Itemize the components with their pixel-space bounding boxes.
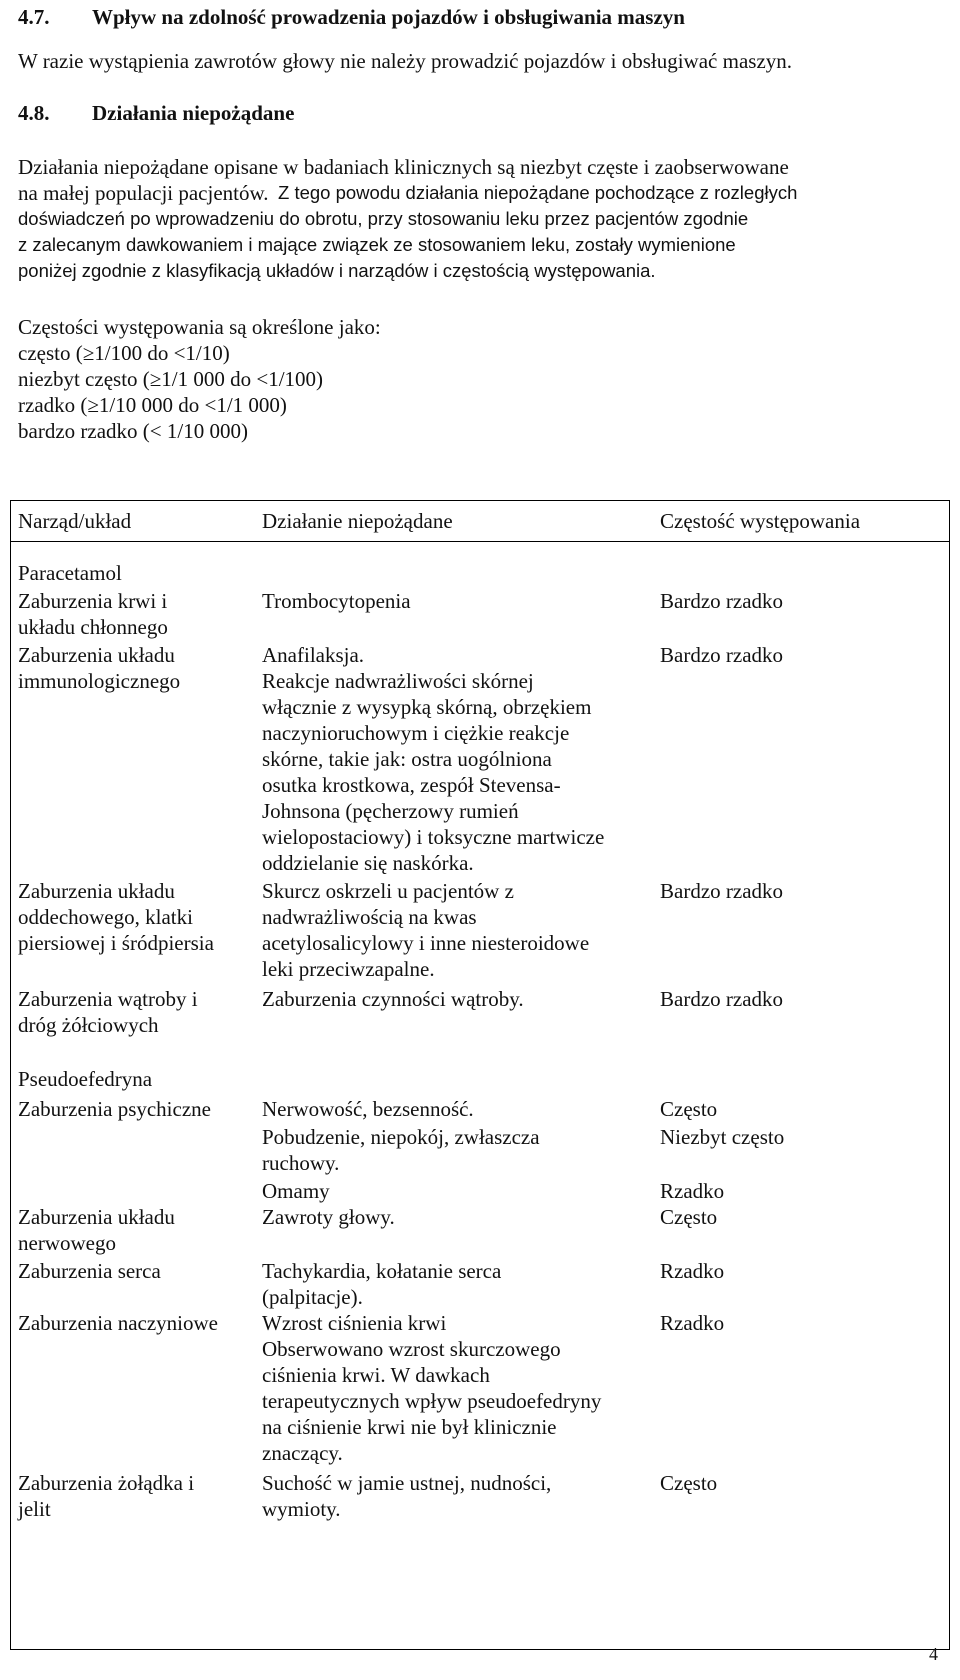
frequency-cell: Często bbox=[660, 1205, 718, 1229]
intro-line: Działania niepożądane opisane w badaniach klinicznych są niezbyt częste i zaobserwowane bbox=[18, 155, 789, 179]
column-header-effect: Działanie niepożądane bbox=[262, 509, 453, 533]
effect-cell: wielopostaciowy) i toksyczne martwicze bbox=[262, 825, 605, 849]
effect-cell: nadwrażliwością na kwas bbox=[262, 905, 477, 929]
organ-cell: Zaburzenia wątroby i bbox=[18, 987, 198, 1011]
effect-cell: włącznie z wysypką skórną, obrzękiem bbox=[262, 695, 592, 719]
organ-cell: piersiowej i śródpiersia bbox=[18, 931, 214, 955]
effect-cell: Wzrost ciśnienia krwi bbox=[262, 1311, 447, 1335]
section-4-7-number: 4.7. bbox=[18, 5, 50, 29]
intro-line: z zalecanym dawkowaniem i mające związek ze stosowaniem leku, zostały wymienione bbox=[18, 234, 736, 255]
effect-cell: naczynioruchowym i ciężkie reakcje bbox=[262, 721, 570, 745]
organ-cell: oddechowego, klatki bbox=[18, 905, 193, 929]
effect-cell: znaczący. bbox=[262, 1441, 343, 1465]
effect-cell: Omamy bbox=[262, 1179, 330, 1203]
organ-cell: Zaburzenia układu bbox=[18, 879, 175, 903]
group-title-paracetamol: Paracetamol bbox=[18, 561, 122, 585]
frequency-cell: Rzadko bbox=[660, 1179, 725, 1203]
group-title-pseudoefedryna: Pseudoefedryna bbox=[18, 1067, 153, 1091]
frequency-definition: niezbyt często (≥1/1 000 do <1/100) bbox=[18, 367, 324, 391]
section-4-7-title: Wpływ na zdolność prowadzenia pojazdów i obsługiwania maszyn bbox=[92, 5, 685, 29]
organ-cell: Zaburzenia naczyniowe bbox=[18, 1311, 218, 1335]
effect-cell: Anafilaksja. bbox=[262, 643, 365, 667]
effect-cell: ciśnienia krwi. W dawkach bbox=[262, 1363, 490, 1387]
frequency-cell: Rzadko bbox=[660, 1311, 725, 1335]
frequency-definition: rzadko (≥1/10 000 do <1/1 000) bbox=[18, 393, 287, 417]
effect-cell: Pobudzenie, niepokój, zwłaszcza bbox=[262, 1125, 540, 1149]
intro-line: poniżej zgodnie z klasyfikacją układów i narządów i częstością występowania. bbox=[18, 260, 656, 281]
effect-cell: Obserwowano wzrost skurczowego bbox=[262, 1337, 561, 1361]
frequency-definition: często (≥1/100 do <1/10) bbox=[18, 341, 230, 365]
frequency-cell: Bardzo rzadko bbox=[660, 589, 784, 613]
effect-cell: acetylosalicylowy i inne niesteroidowe bbox=[262, 931, 590, 955]
organ-cell: Zaburzenia żołądka i bbox=[18, 1471, 195, 1495]
intro-line: doświadczeń po wprowadzeniu do obrotu, przy stosowaniu leku przez pacjentów zgodnie bbox=[18, 208, 749, 229]
effect-cell: osutka krostkowa, zespół Stevensa- bbox=[262, 773, 561, 797]
effect-cell: oddzielanie się naskórka. bbox=[262, 851, 474, 875]
column-header-frequency: Częstość występowania bbox=[660, 509, 861, 533]
organ-cell: Zaburzenia krwi i bbox=[18, 589, 168, 613]
section-4-7-text: W razie wystąpienia zawrotów głowy nie należy prowadzić pojazdów i obsługiwać maszyn. bbox=[18, 49, 793, 73]
effect-cell: Suchość w jamie ustnej, nudności, bbox=[262, 1471, 552, 1495]
organ-cell: Zaburzenia psychiczne bbox=[18, 1097, 211, 1121]
organ-cell: immunologicznego bbox=[18, 669, 181, 693]
frequency-cell: Rzadko bbox=[660, 1259, 725, 1283]
effect-cell: wymioty. bbox=[262, 1497, 341, 1521]
effect-cell: (palpitacje). bbox=[262, 1285, 363, 1309]
page-number: 4 bbox=[929, 1644, 938, 1664]
organ-cell: jelit bbox=[18, 1497, 51, 1521]
effect-cell: Zawroty głowy. bbox=[262, 1205, 395, 1229]
frequency-cell: Niezbyt często bbox=[660, 1125, 785, 1149]
organ-cell: dróg żółciowych bbox=[18, 1013, 159, 1037]
frequency-cell: Bardzo rzadko bbox=[660, 643, 784, 667]
organ-cell: układu chłonnego bbox=[18, 615, 168, 639]
effect-cell: Zaburzenia czynności wątroby. bbox=[262, 987, 524, 1011]
effect-cell: Reakcje nadwrażliwości skórnej bbox=[262, 669, 534, 693]
organ-cell: Zaburzenia układu bbox=[18, 643, 175, 667]
organ-cell: nerwowego bbox=[18, 1231, 116, 1255]
frequency-cell: Bardzo rzadko bbox=[660, 987, 784, 1011]
effect-cell: Skurcz oskrzeli u pacjentów z bbox=[262, 879, 514, 903]
intro-line: Z tego powodu działania niepożądane pochodzące z rozległych bbox=[278, 182, 798, 203]
section-4-8-title: Działania niepożądane bbox=[92, 101, 295, 125]
frequency-cell: Często bbox=[660, 1471, 718, 1495]
organ-cell: Zaburzenia układu bbox=[18, 1205, 175, 1229]
column-header-organ: Narząd/układ bbox=[18, 509, 132, 533]
section-4-8-number: 4.8. bbox=[18, 101, 50, 125]
effect-cell: Nerwowość, bezsenność. bbox=[262, 1097, 474, 1121]
effect-cell: skórne, takie jak: ostra uogólniona bbox=[262, 747, 552, 771]
intro-line: na małej populacji pacjentów. bbox=[18, 181, 269, 205]
effect-cell: leki przeciwzapalne. bbox=[262, 957, 435, 981]
effect-cell: terapeutycznych wpływ pseudoefedryny bbox=[262, 1389, 602, 1413]
frequency-definition: bardzo rzadko (< 1/10 000) bbox=[18, 419, 248, 443]
frequency-cell: Często bbox=[660, 1097, 718, 1121]
organ-cell: Zaburzenia serca bbox=[18, 1259, 161, 1283]
effect-cell: Trombocytopenia bbox=[262, 589, 411, 613]
frequency-cell: Bardzo rzadko bbox=[660, 879, 784, 903]
frequency-definitions-title: Częstości występowania są określone jako: bbox=[18, 315, 381, 339]
effect-cell: na ciśnienie krwi nie był klinicznie bbox=[262, 1415, 557, 1439]
effect-cell: Johnsona (pęcherzowy rumień bbox=[262, 799, 519, 823]
effect-cell: ruchowy. bbox=[262, 1151, 340, 1175]
effect-cell: Tachykardia, kołatanie serca bbox=[262, 1259, 502, 1283]
